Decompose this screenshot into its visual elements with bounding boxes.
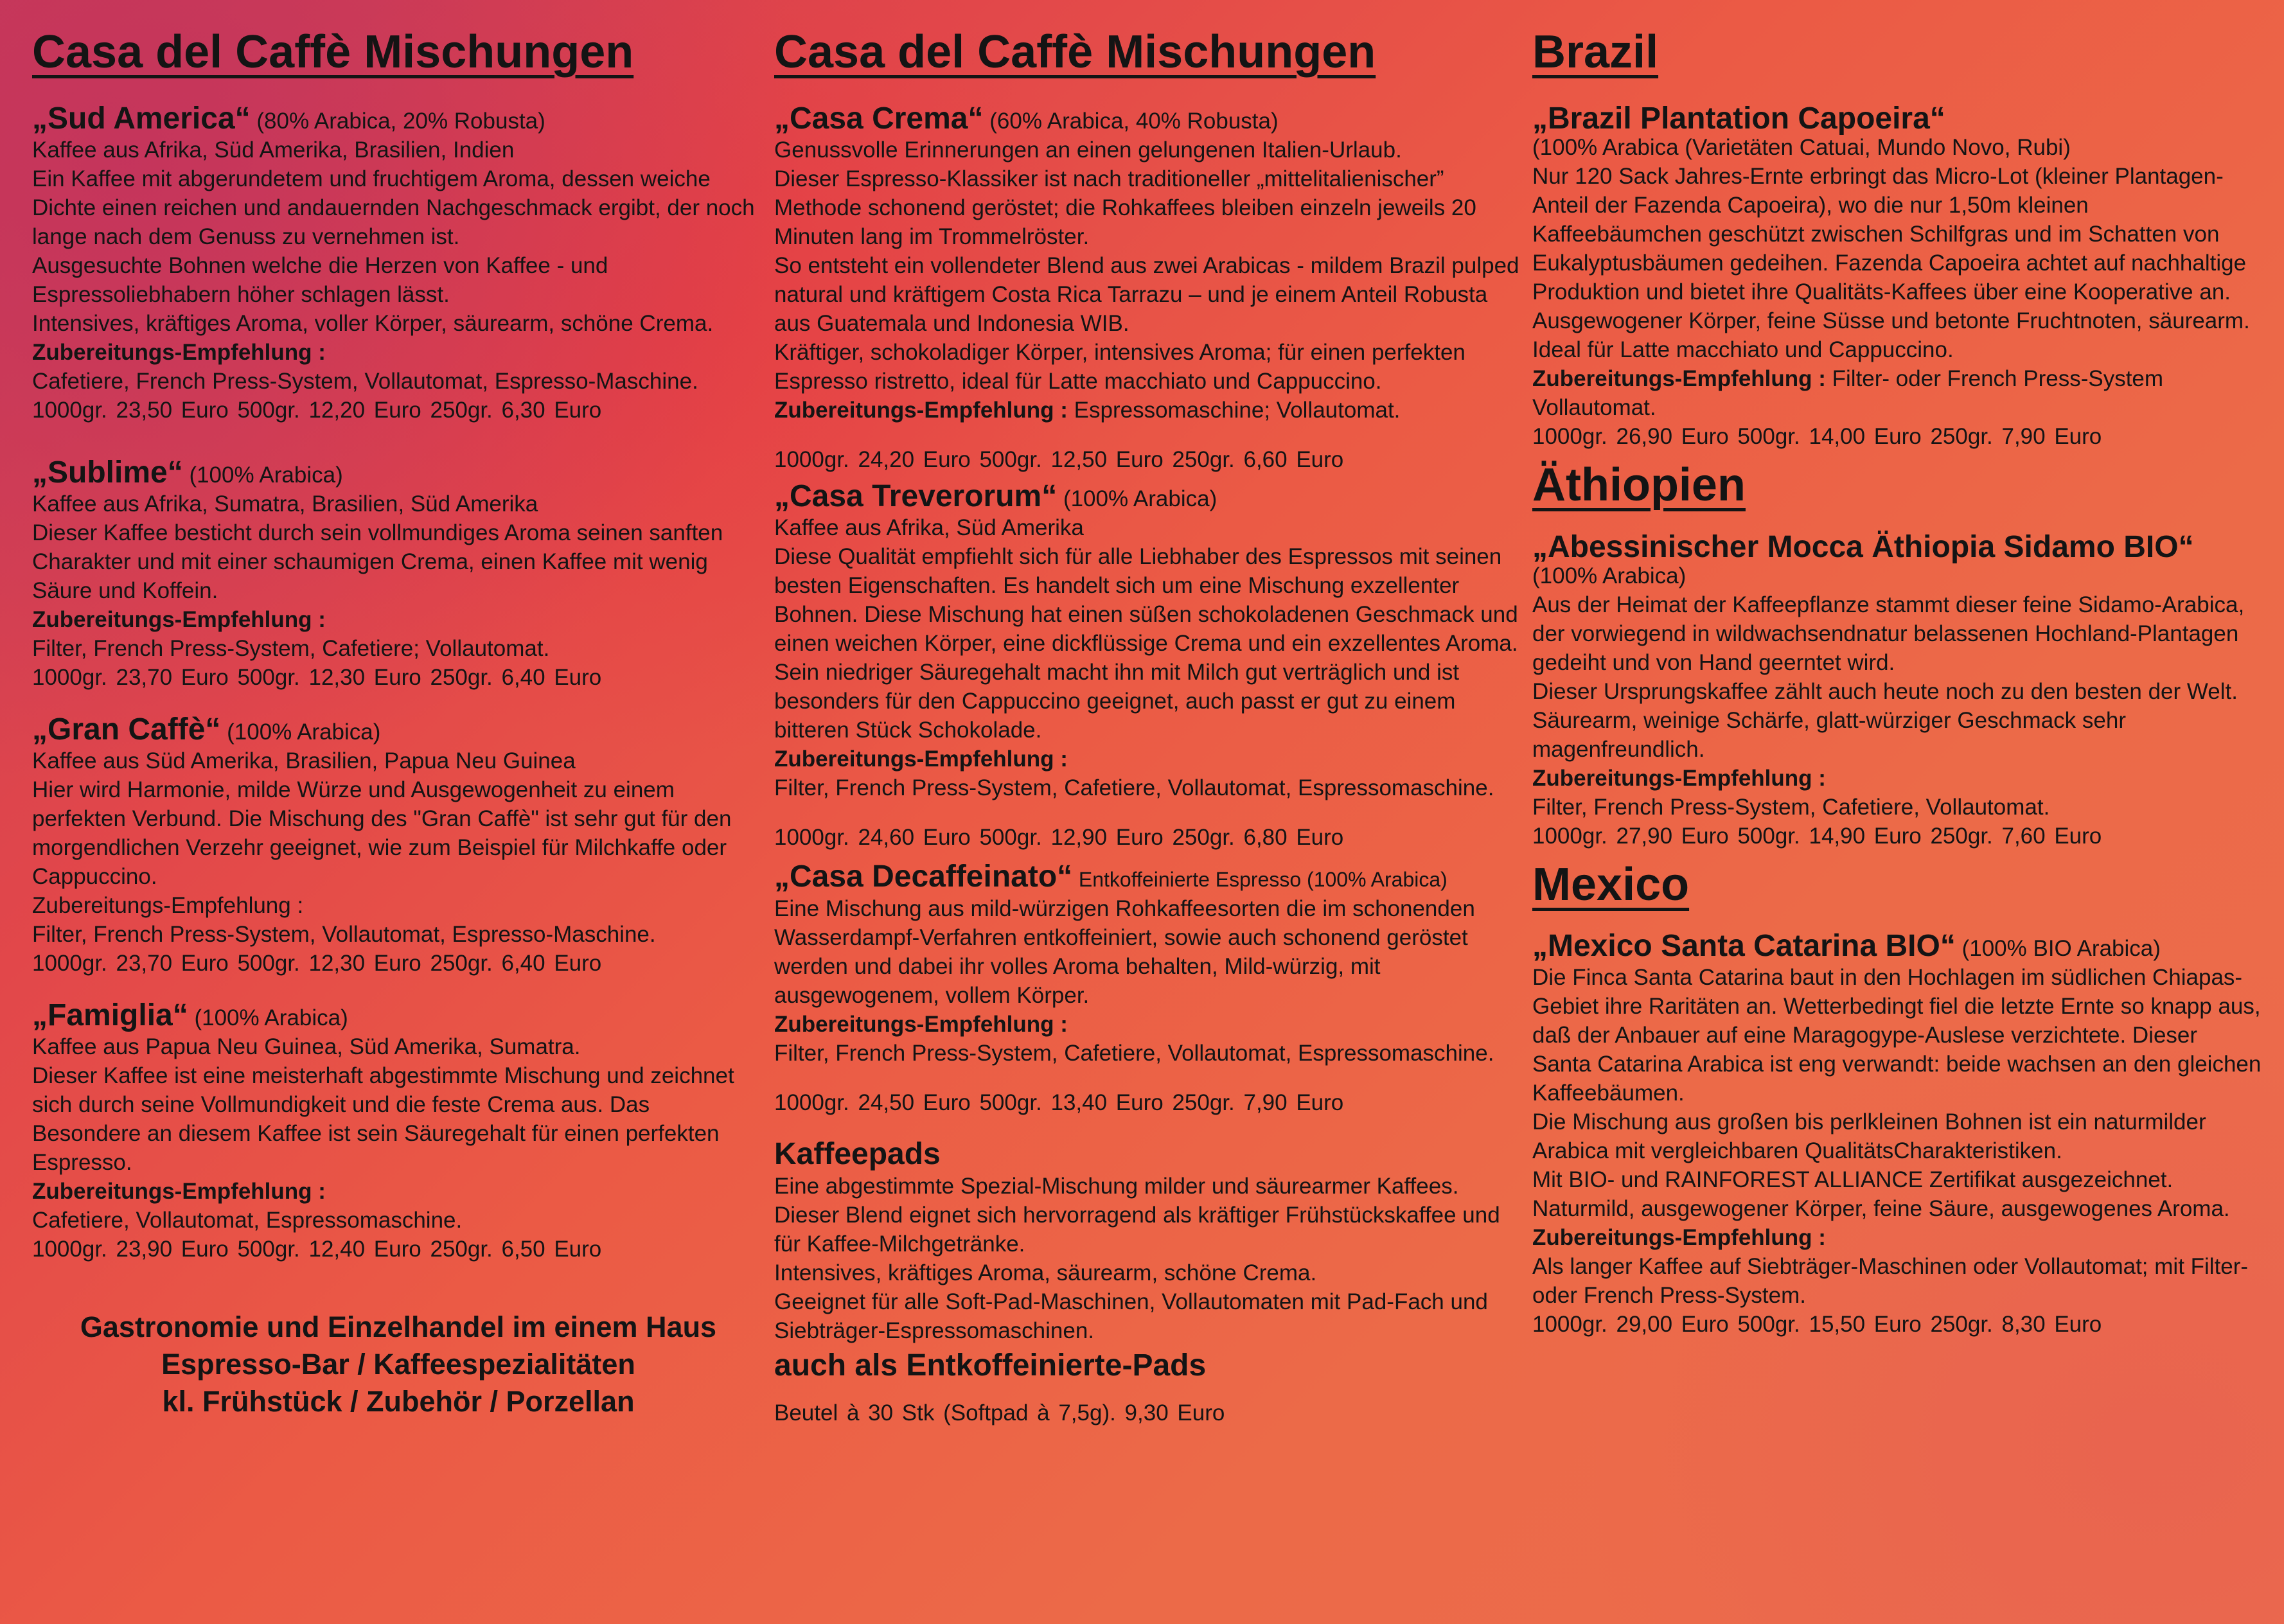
recommendation-label: Zubereitungs-Empfehlung :: [774, 398, 1068, 423]
recommendation-text: Filter- oder French Press-System Vollautomat.: [1532, 366, 2164, 421]
pads-description: Intensives, kräftiges Aroma, säurearm, schöne Crema.: [774, 1260, 1317, 1286]
section-heading-ethiopia: Äthiopien: [1532, 459, 1746, 511]
recommendation-text: Als langer Kaffee auf Siebträger-Maschinen oder Vollautomat; mit Filter- oder French Press-System.: [1532, 1254, 2249, 1309]
product-description: Ideal für Latte macchiato und Cappuccino.: [1532, 337, 1954, 363]
recommendation-text: Filter, French Press-System, Cafetiere, Vollautomat.: [1532, 794, 2050, 820]
product-description: Ausgewogener Körper, feine Süsse und betonte Fruchtnoten, säurearm.: [1532, 308, 2250, 334]
recommendation-label: Zubereitungs-Empfehlung :: [32, 607, 326, 633]
product-blend: (100% Arabica): [194, 1005, 348, 1031]
product-description: Dieser Kaffee besticht durch sein vollmundiges Aroma seinen sanften Charakter und mit einer schaumigen Crema, einen Kaffee mit wenig Säure und Koffein.: [32, 520, 723, 604]
product-blend: (100% BIO Arabica): [1961, 936, 2161, 962]
product-casa-decaffeinato: [774, 862, 1519, 1117]
product-description: Dieser Kaffee ist eine meisterhaft abgestimmte Mischung und zeichnet sich durch seine Vollmundigkeit und die feste Crema aus. Das Besondere an diesem Kaffee ist sein Säuregehalt für einen perfekten Espresso.: [32, 1063, 734, 1176]
product-blend: (100% Arabica): [1532, 563, 1686, 588]
footer-line: kl. Frühstück / Zubehör / Porzellan: [162, 1385, 635, 1418]
product-description: Diese Qualität empfiehlt sich für alle Liebhaber des Espressos mit seinen besten Eigenschaften. Es handelt sich um eine Mischung exzellenter Bohnen. Diese Mischung hat einen süßen schokoladenen Geschmack und einen weichen Körper, eine dickflüssige Crema und ein exzellentes Aroma. Sein niedriger Säuregehalt macht ihn mit Milch gut verträglich und ist besonders für den Cappuccino geeignet, auch passt er gut zu einem bitteren Stück Schokolade.: [774, 544, 1518, 743]
recommendation-text: Espressomaschine; Vollautomat.: [1067, 398, 1401, 423]
pads-description: Eine abgestimmte Spezial-Mischung milder und säurearmer Kaffees. Dieser Blend eignet sich hervorragend als kräftiger Frühstückskaffee und für Kaffee-Milchgetränke.: [774, 1174, 1500, 1257]
product-description: Genussvolle Erinnerungen an einen gelungenen Italien-Urlaub.: [774, 137, 1402, 163]
recommendation-label: Zubereitungs-Empfehlung :: [1532, 1225, 1826, 1251]
recommendation-label: Zubereitungs-Empfehlung :: [32, 340, 326, 366]
product-origin: Kaffee aus Afrika, Süd Amerika: [774, 515, 1084, 541]
recommendation-text: Filter, French Press-System, Cafetiere, Vollautomat, Espressomaschine.: [774, 1041, 1494, 1066]
product-origin: Kaffee aus Afrika, Sumatra, Brasilien, Süd Amerika: [32, 491, 538, 517]
kaffeepads-section: [774, 1136, 1519, 1427]
product-sud-america: [32, 104, 765, 425]
product-famiglia: [32, 998, 765, 1264]
product-blend: (60% Arabica, 40% Robusta): [989, 109, 1279, 134]
price-line: 1000gr. 24,60 Euro 500gr. 12,90 Euro 250gr. 6,80 Euro: [774, 825, 1344, 851]
product-description: Naturmild, ausgewogener Körper, feine Säure, ausgewogenes Aroma.: [1532, 1196, 2230, 1222]
product-blend: (100% Arabica): [1063, 486, 1217, 512]
product-blend: Entkoffeinierte Espresso (100% Arabica): [1078, 868, 1447, 892]
column-heading: Casa del Caffè Mischungen: [774, 26, 1376, 78]
product-description: Dieser Ursprungskaffee zählt auch heute noch zu den besten der Welt.: [1532, 678, 2238, 704]
product-blend: (80% Arabica, 20% Robusta): [256, 109, 545, 134]
product-mocca-sidamo: [1532, 529, 2262, 851]
recommendation-label: Zubereitungs-Empfehlung :: [32, 893, 304, 919]
product-description: Kräftiger, schokoladiger Körper, intensives Aroma; für einen perfekten Espresso ristretto, ideal für Latte macchiato und Cappuccino.: [774, 340, 1465, 394]
recommendation-text: Cafetiere, Vollautomat, Espressomaschine.: [32, 1208, 463, 1233]
product-blend: (100% Arabica (Varietäten Catuai, Mundo Novo, Rubi): [1532, 135, 2071, 161]
price-line: 1000gr. 27,90 Euro 500gr. 14,90 Euro 250gr. 7,60 Euro: [1532, 823, 2102, 849]
product-blend: (100% Arabica): [227, 719, 381, 745]
product-casa-crema: [774, 104, 1519, 474]
product-description: Mit BIO- und RAINFOREST ALLIANCE Zertifikat ausgezeichnet.: [1532, 1167, 2173, 1193]
product-description: Eine Mischung aus mild-würzigen Rohkaffeesorten die im schonenden Wasserdampf-Verfahren entkoffeiniert, sowie auch schonend geröstet werden und dabei ihr volles Aroma behalten, Mild-würzig, mit ausgewogenem, vollem Körper.: [774, 896, 1475, 1009]
pads-title: Kaffeepads: [774, 1137, 941, 1172]
recommendation-label: Zubereitungs-Empfehlung :: [774, 1012, 1068, 1037]
product-blend: (100% Arabica): [189, 463, 343, 488]
price-line: 1000gr. 24,20 Euro 500gr. 12,50 Euro 250gr. 6,60 Euro: [774, 447, 1344, 473]
product-name: „Gran Caffè“: [32, 712, 221, 747]
product-name: „Sublime“: [32, 455, 183, 490]
footer-line: Gastronomie und Einzelhandel im einem Haus: [80, 1311, 717, 1344]
product-name: „Casa Crema“: [774, 102, 984, 136]
price-line: 1000gr. 23,90 Euro 500gr. 12,40 Euro 250gr. 6,50 Euro: [32, 1237, 602, 1262]
product-description: Säurearm, weinige Schärfe, glatt-würziger Geschmack sehr magenfreundlich.: [1532, 707, 2126, 762]
column-heading: Casa del Caffè Mischungen: [32, 26, 634, 78]
product-origin: Kaffee aus Papua Neu Guinea, Süd Amerika, Sumatra.: [32, 1034, 581, 1060]
product-gran-caffe: [32, 712, 765, 978]
section-heading-mexico: Mexico: [1532, 858, 1690, 910]
price-line: 1000gr. 23,70 Euro 500gr. 12,30 Euro 250gr. 6,40 Euro: [32, 951, 602, 976]
product-name: „Brazil Plantation Capoeira“: [1532, 102, 1945, 136]
product-description: Ausgesuchte Bohnen welche die Herzen von Kaffee - und Espressoliebhabern höher schlagen lässt.: [32, 253, 608, 308]
product-name: „Famiglia“: [32, 998, 188, 1033]
product-name: „Casa Decaffeinato“: [774, 860, 1073, 894]
price-line: Beutel à 30 Stk (Softpad à 7,5g). 9,30 Euro: [774, 1400, 1225, 1426]
store-footer: [32, 1309, 765, 1420]
product-description: Die Finca Santa Catarina baut in den Hochlagen im südlichen Chiapas-Gebiet ihre Raritäten an. Wetterbedingt fiel die letzte Ernte so knapp aus, daß der Anbauer auf eine Maragogype-Auslese verzichtete. Dieser Santa Catarina Arabica ist eng verwandt: beide wachsen an den gleichen Kaffeebäumen.: [1532, 965, 2262, 1106]
recommendation-text: Cafetiere, French Press-System, Vollautomat, Espresso-Maschine.: [32, 369, 698, 394]
product-description: Intensives, kräftiges Aroma, voller Körper, säurearm, schöne Crema.: [32, 311, 714, 337]
product-description: Dieser Espresso-Klassiker ist nach traditioneller „mittelitalienischer” Methode schonend geröstet; die Rohkaffees bleiben einzeln jeweils 20 Minuten lang im Trommelröster.: [774, 166, 1476, 250]
product-description: Nur 120 Sack Jahres-Ernte erbringt das Micro-Lot (kleiner Plantagen-Anteil der Fazenda Capoeira), wo die nur 1,50m kleinen Kaffeebäumchen geschützt zwischen Schilfgras und im Schatten von Eukalyptusbäumen gedeihen. Fazenda Capoeira achtet auf nachhaltige Produktion und bietet ihre Qualitäts-Kaffees über eine Kooperative an.: [1532, 164, 2247, 305]
price-line: 1000gr. 24,50 Euro 500gr. 13,40 Euro 250gr. 7,90 Euro: [774, 1090, 1344, 1116]
product-name: „Mexico Santa Catarina BIO“: [1532, 929, 1956, 964]
product-name: „Abessinischer Mocca Äthiopia Sidamo BIO“: [1532, 529, 2194, 564]
column-middle: [774, 24, 1519, 1427]
recommendation-label: Zubereitungs-Empfehlung :: [1532, 765, 1826, 791]
recommendation-label: Zubereitungs-Empfehlung :: [774, 746, 1068, 772]
price-line: 1000gr. 23,50 Euro 500gr. 12,20 Euro 250gr. 6,30 Euro: [32, 398, 602, 423]
product-name: „Sud America“: [32, 102, 251, 136]
product-description: So entsteht ein vollendeter Blend aus zwei Arabicas - mildem Brazil pulped natural und kräftigem Costa Rica Tarrazu – und je einem Anteil Robusta aus Guatemala und Indonesia WIB.: [774, 253, 1519, 337]
recommendation-text: Filter, French Press-System, Cafetiere, Vollautomat, Espressomaschine.: [774, 775, 1494, 801]
column-right: [1532, 24, 2262, 1339]
pads-subtitle: auch als Entkoffeinierte-Pads: [774, 1348, 1207, 1383]
pads-description: Geeignet für alle Soft-Pad-Maschinen, Vollautomaten mit Pad-Fach und Siebträger-Espressomaschinen.: [774, 1289, 1488, 1344]
section-heading-brazil: Brazil: [1532, 26, 1659, 78]
product-casa-treverorum: [774, 479, 1519, 852]
footer-line: Espresso-Bar / Kaffeespezialitäten: [161, 1348, 635, 1381]
recommendation-text: Filter, French Press-System, Vollautomat, Espresso-Maschine.: [32, 922, 656, 948]
product-description: Hier wird Harmonie, milde Würze und Ausgewogenheit zu einem perfekten Verbund. Die Mischung des "Gran Caffè" ist sehr gut für den morgendlichen Verzehr geeignet, wie zum Beispiel für Milchkaffe oder Cappuccino.: [32, 777, 732, 890]
product-mexico-santa-catarina: [1532, 931, 2262, 1339]
product-description: Aus der Heimat der Kaffeepflanze stammt dieser feine Sidamo-Arabica, der vorwiegend in wildwachsendnatur belassenen Hochland-Plantagen gedeiht und von Hand geerntet wird.: [1532, 592, 2245, 675]
price-line: 1000gr. 23,70 Euro 500gr. 12,30 Euro 250gr. 6,40 Euro: [32, 665, 602, 691]
recommendation-label: Zubereitungs-Empfehlung :: [1532, 366, 1826, 392]
product-name: „Casa Treverorum“: [774, 479, 1058, 514]
product-origin: Kaffee aus Süd Amerika, Brasilien, Papua Neu Guinea: [32, 748, 576, 774]
product-description: Die Mischung aus großen bis perlkleinen Bohnen ist ein naturmilder Arabica mit vergleichbaren QualitätsCharakteristiken.: [1532, 1109, 2206, 1164]
product-brazil-capoeira: [1532, 104, 2262, 451]
product-origin: Kaffee aus Afrika, Süd Amerika, Brasilien, Indien: [32, 137, 515, 163]
column-left: [32, 24, 765, 1420]
product-description: Ein Kaffee mit abgerundetem und fruchtigem Aroma, dessen weiche Dichte einen reichen und andauernden Nachgeschmack ergibt, der noch lange nach dem Genuss zu vernehmen ist.: [32, 166, 755, 250]
product-sublime: [32, 455, 765, 692]
price-line: 1000gr. 29,00 Euro 500gr. 15,50 Euro 250gr. 8,30 Euro: [1532, 1312, 2102, 1337]
recommendation-text: Filter, French Press-System, Cafetiere; Vollautomat.: [32, 636, 550, 662]
recommendation-label: Zubereitungs-Empfehlung :: [32, 1179, 326, 1205]
price-line: 1000gr. 26,90 Euro 500gr. 14,00 Euro 250gr. 7,90 Euro: [1532, 424, 2102, 450]
